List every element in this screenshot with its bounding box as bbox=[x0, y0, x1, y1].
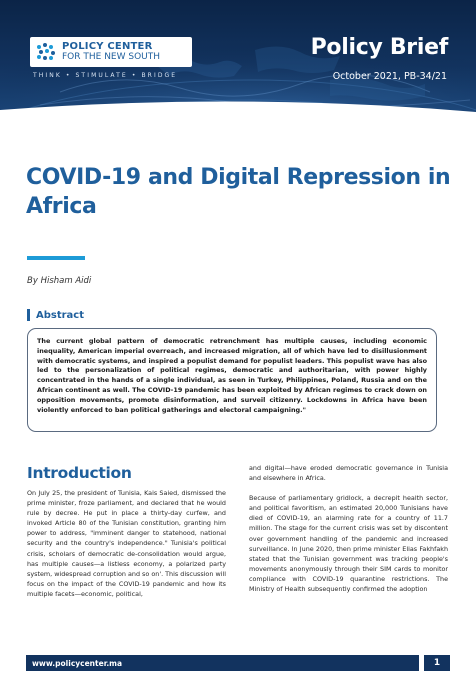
header-banner bbox=[0, 0, 476, 120]
author-byline: By Hisham Aidi bbox=[27, 276, 92, 286]
abstract-box bbox=[27, 328, 437, 432]
page-number: 1 bbox=[424, 655, 450, 671]
abstract-heading-label: Abstract bbox=[36, 309, 85, 321]
body-paragraph: and digital—have eroded democratic governance in Tunisia and elsewhere in Africa. bbox=[249, 464, 448, 483]
introduction-heading: Introduction bbox=[27, 464, 132, 482]
policy-center-logo[interactable] bbox=[30, 37, 192, 67]
logo-wordmark bbox=[62, 41, 160, 63]
abstract-text: The current global pattern of democratic retrenchment has multiple causes, including economic inequality, American imperial overreach, and increased migration, all of which have led to disillusionment with democratic systems, and inspired a populist demand for populist leaders. This populist wave has also led to the personalization of political regimes, democratic and authoritarian, with power highly concentrated in the hands of a single individual, as seen in Turkey, Philippines, Poland, Russia and on the African continent as well. The COVID-19 pandemic has been exploited by African regimes to crack down on opposition movements, promote disinformation, and surveil citizenry. Lockdowns in Africa have been violently enforced to ban political gatherings and electoral campaigning." bbox=[37, 337, 427, 414]
document-type-title: Policy Brief bbox=[310, 35, 448, 60]
abstract-heading bbox=[27, 309, 84, 321]
abstract-marker bbox=[27, 309, 30, 321]
body-column-left bbox=[27, 488, 226, 609]
logo-name-line1: POLICY CENTER bbox=[62, 41, 153, 52]
body-paragraph: Because of parliamentary gridlock, a decrepit health sector, and political favoritism, an estimated 20,000 Tunisians have died of COVID-19, an alarming rate for a country of 11.7 million. The stage for the current crisis was set by discontent over government handling of the pandemic and increased surveillance. In June 2020, then prime minister Elias Fakhfakh stated that the Tunisian government was tracking people's movements anonymously through their SIM cards to monitor compliance with COVID-19 quarantine restrictions. The Ministry of Health subsequently confirmed the adoption bbox=[249, 494, 448, 594]
title-underline-divider bbox=[27, 256, 85, 260]
logo-name-line2: FOR THE NEW SOUTH bbox=[62, 52, 161, 62]
page-title: COVID-19 and Digital Repression in Africa bbox=[26, 165, 451, 219]
logo-dots-icon bbox=[35, 41, 57, 63]
document-date-reference: October 2021, PB-34/21 bbox=[332, 71, 447, 82]
logo-tagline: THINK • STIMULATE • BRIDGE bbox=[33, 72, 178, 79]
body-paragraph: On July 25, the president of Tunisia, Kais Saied, dismissed the prime minister, froze parliament, and declared that he would rule by decree. He put in place a thirty-day curfew, and invoked Article 80 of the Tunisian constitution, granting him power to address, "imminent danger to statehood, national security and the country's independence." Tunisia's political crisis, scholars of democratic de-consolidation would argue, has multiple causes—a listless economy, a polarized party system, widespread corruption and so on'. This discussion will focus on the impact of the COVID-19 pandemic and how its multiple facets—economic, political, bbox=[27, 489, 226, 598]
body-column-right bbox=[249, 463, 448, 604]
footer-bar bbox=[26, 655, 419, 671]
website-link[interactable]: www.policycenter.ma bbox=[32, 658, 123, 668]
